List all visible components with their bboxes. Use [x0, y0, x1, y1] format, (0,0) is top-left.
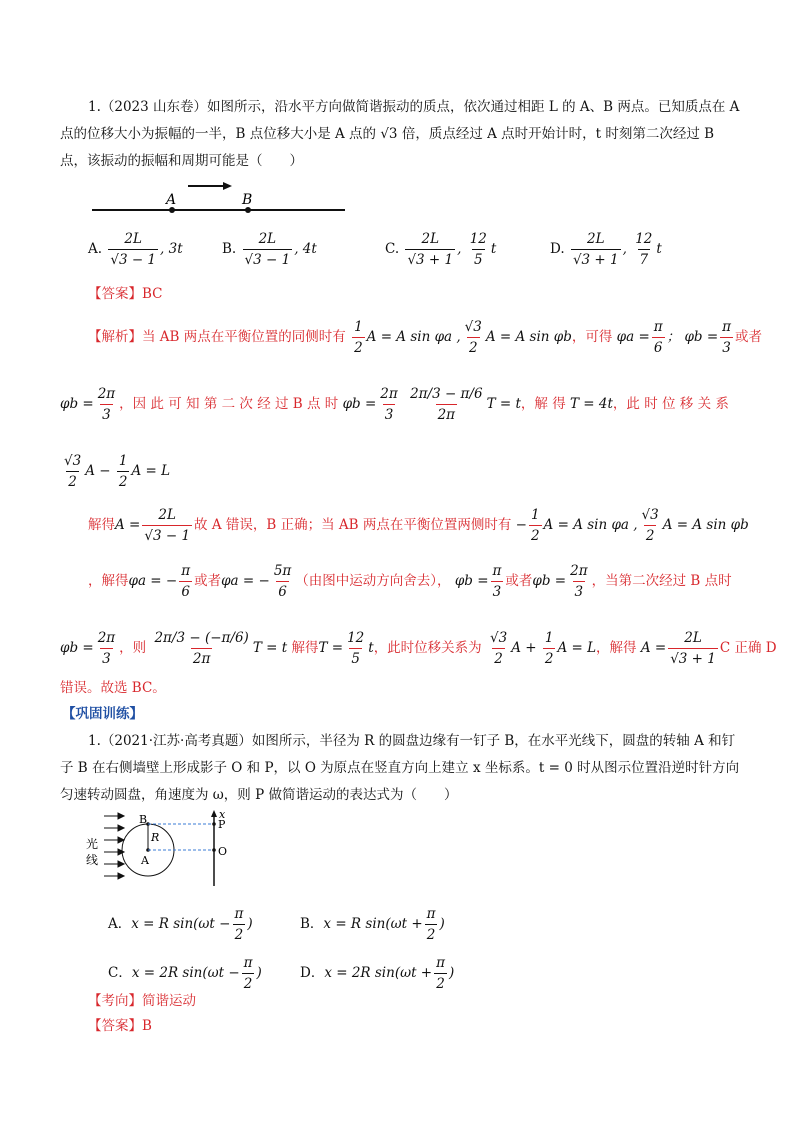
practice-header: 【巩固训练】 [62, 706, 143, 722]
q1-analysis-line6: φb = $\frac{2\pi}{3}$ ，则 $\frac{2\pi/3 - (-\pi/6)}{2\pi}$ T = t 解得T = $\frac{12}{5}$ t，此时位移关系为 $\frac{√3}{2}$ A + $\frac{1}{2}$ A = L，解得 A = $\frac{2L}{√3 + 1}$ C 正确 D [60, 630, 777, 667]
practice-stem-line1: 1.（2021·江苏·高考真题）如图所示，半径为 R 的圆盘边缘有一钉子 B，在水平光线下，圆盘的转轴 A 和钉 [88, 733, 736, 749]
practice-topic: 【考向】简谐运动 [88, 993, 196, 1009]
practice-option-a[interactable]: A．x = R sin(ωt − $\frac{\pi}{2}$ ) [108, 906, 253, 943]
q1-analysis-line4: 解得A = $\frac{2L}{√3 - 1}$ 故 A 错误，B 正确；当 AB 两点在平衡位置两侧时有 − $\frac{1}{2}$ A = A sin φa , $\frac{√3}{2}$ A = A sin φb [88, 507, 749, 544]
direction-arrow-icon [223, 182, 232, 190]
q1-analysis-line2: φb = $\frac{2\pi}{3}$ ，因 此 可 知 第 二 次 经 过 B 点 时 φb = $\frac{2\pi}{3}$ $\frac{2\pi/3 - \pi/6}{2\pi}$ T = t，解 得 T = 4t，此 时 位 移 关 系 [60, 386, 729, 423]
label-p: P [218, 818, 226, 831]
q1-stem-line1: 1.（2023 山东卷）如图所示，沿水平方向做简谐振动的质点，依次通过相距 L 的 A、B 两点。已知质点在 A [88, 99, 740, 115]
label-nail-b: B [139, 813, 148, 826]
practice-stem-line3: 匀速转动圆盘，角速度为 ω，则 P 做简谐运动的表达式为（ ） [60, 787, 458, 803]
label-line: 线 [86, 853, 99, 867]
q1-stem-line3: 点，该振动的振幅和周期可能是（ ） [60, 153, 303, 169]
q1-analysis-line5: ，解得φa = − $\frac{\pi}{6}$ 或者φa = − $\frac{5\pi}{6}$ （由图中运动方向舍去）， φb = $\frac{\pi}{3}$ 或者φb = $\frac{2\pi}{3}$ ，当第二次经过 B 点时 [88, 563, 732, 600]
q1-figure [90, 176, 350, 216]
label-radius: R [151, 831, 160, 844]
practice-option-b[interactable]: B．x = R sin(ωt + $\frac{\pi}{2}$ ) [300, 906, 445, 943]
q1-answer: 【答案】BC [88, 286, 163, 302]
q1-analysis-line7: 错误。故选 BC。 [60, 680, 166, 696]
q1-analysis-line3: $\frac{√3}{2}$ A − $\frac{1}{2}$ A = L [64, 453, 171, 490]
q1-stem-line2: 点的位移大小为振幅的一半，B 点位移大小是 A 点的 √3 倍，质点经过 A 点时开始计时，t 时刻第二次经过 B [60, 126, 715, 142]
q1-option-d[interactable]: D. $\frac{2L}{√3 + 1}$ , $\frac{12}{7}$ t [550, 231, 662, 268]
label-o: O [218, 845, 228, 858]
q1-option-a[interactable]: A. $\frac{2L}{√3 - 1}$ , 3t [88, 231, 183, 268]
q1-analysis-line1: 【解析】当 AB 两点在平衡位置的同侧时有 $\frac{1}{2}$ A = A sin φa , $\frac{√3}{2}$ A = A sin φb，可得 φa = $\frac{\pi}{6}$ ； φb = $\frac{\pi}{3}$ 或者 [88, 319, 763, 356]
practice-figure [82, 808, 242, 888]
x-axis-arrow-icon [211, 810, 217, 817]
practice-answer: 【答案】B [88, 1018, 152, 1034]
label-light: 光 [86, 837, 99, 851]
light-ray-arrows [104, 813, 124, 879]
q1-option-b[interactable]: B. $\frac{2L}{√3 - 1}$ , 4t [222, 231, 317, 268]
q1-option-c[interactable]: C. $\frac{2L}{√3 + 1}$ , $\frac{12}{5}$ t [385, 231, 497, 268]
practice-option-d[interactable]: D．x = 2R sin(ωt + $\frac{\pi}{2}$ ) [300, 955, 455, 992]
label-axis-a: A [141, 854, 149, 867]
label-x: x [219, 808, 226, 821]
practice-stem-line2: 子 B 在右侧墙壁上形成影子 O 和 P，以 O 为原点在竖直方向上建立 x 坐标系。t = 0 时从图示位置沿逆时针方向 [60, 760, 740, 776]
label-a: A [166, 192, 177, 208]
practice-option-c[interactable]: C．x = 2R sin(ωt − $\frac{\pi}{2}$ ) [108, 955, 262, 992]
label-b: B [242, 192, 253, 208]
